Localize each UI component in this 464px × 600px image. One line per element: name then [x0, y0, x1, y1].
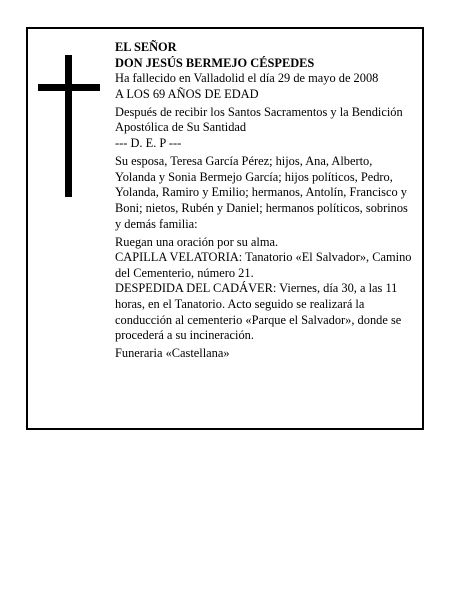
sacraments-text: Después de recibir los Santos Sacramentos y la Bendición Apostólica de Su Santidad [115, 104, 403, 135]
cross-horizontal-bar [38, 84, 100, 91]
rip-line: --- D. E. P --- [115, 136, 182, 151]
deceased-name: DON JESÚS BERMEJO CÉSPEDES [115, 55, 315, 70]
family-text: Su esposa, Teresa García Pérez; hijos, Ana, Alberto, Yolanda y Sonia Bermejo García; hijos políticos, Pedro, Yolanda, Ramiro y Emilio; hermanos, Antolín, Francisco y Boni; nietos, Rubén y Daniel; hermanos políticos, sobrinos y demás familia: [115, 154, 408, 231]
age-line: A LOS 69 AÑOS DE EDAD [115, 86, 259, 101]
cross-vertical-bar [65, 55, 72, 197]
latin-cross-icon [38, 55, 100, 197]
funeral-home-text: Funeraria «Castellana» [115, 346, 230, 361]
title-line-1: EL SEÑOR [115, 40, 177, 54]
prayer-text: Ruegan una oración por su alma. [115, 234, 279, 249]
obituary-text [115, 40, 415, 362]
farewell-text: DESPEDIDA DEL CADÁVER: Viernes, día 30, a las 11 horas, en el Tanatorio. Acto seguido se realizará la conducción al cementerio «Parque el Salvador», donde se procederá a su incineración. [115, 281, 402, 343]
death-info: Ha fallecido en Valladolid el día 29 de mayo de 2008 [115, 71, 379, 86]
chapel-text: CAPILLA VELATORIA: Tanatorio «El Salvador», Camino del Cementerio, número 21. [115, 250, 412, 280]
